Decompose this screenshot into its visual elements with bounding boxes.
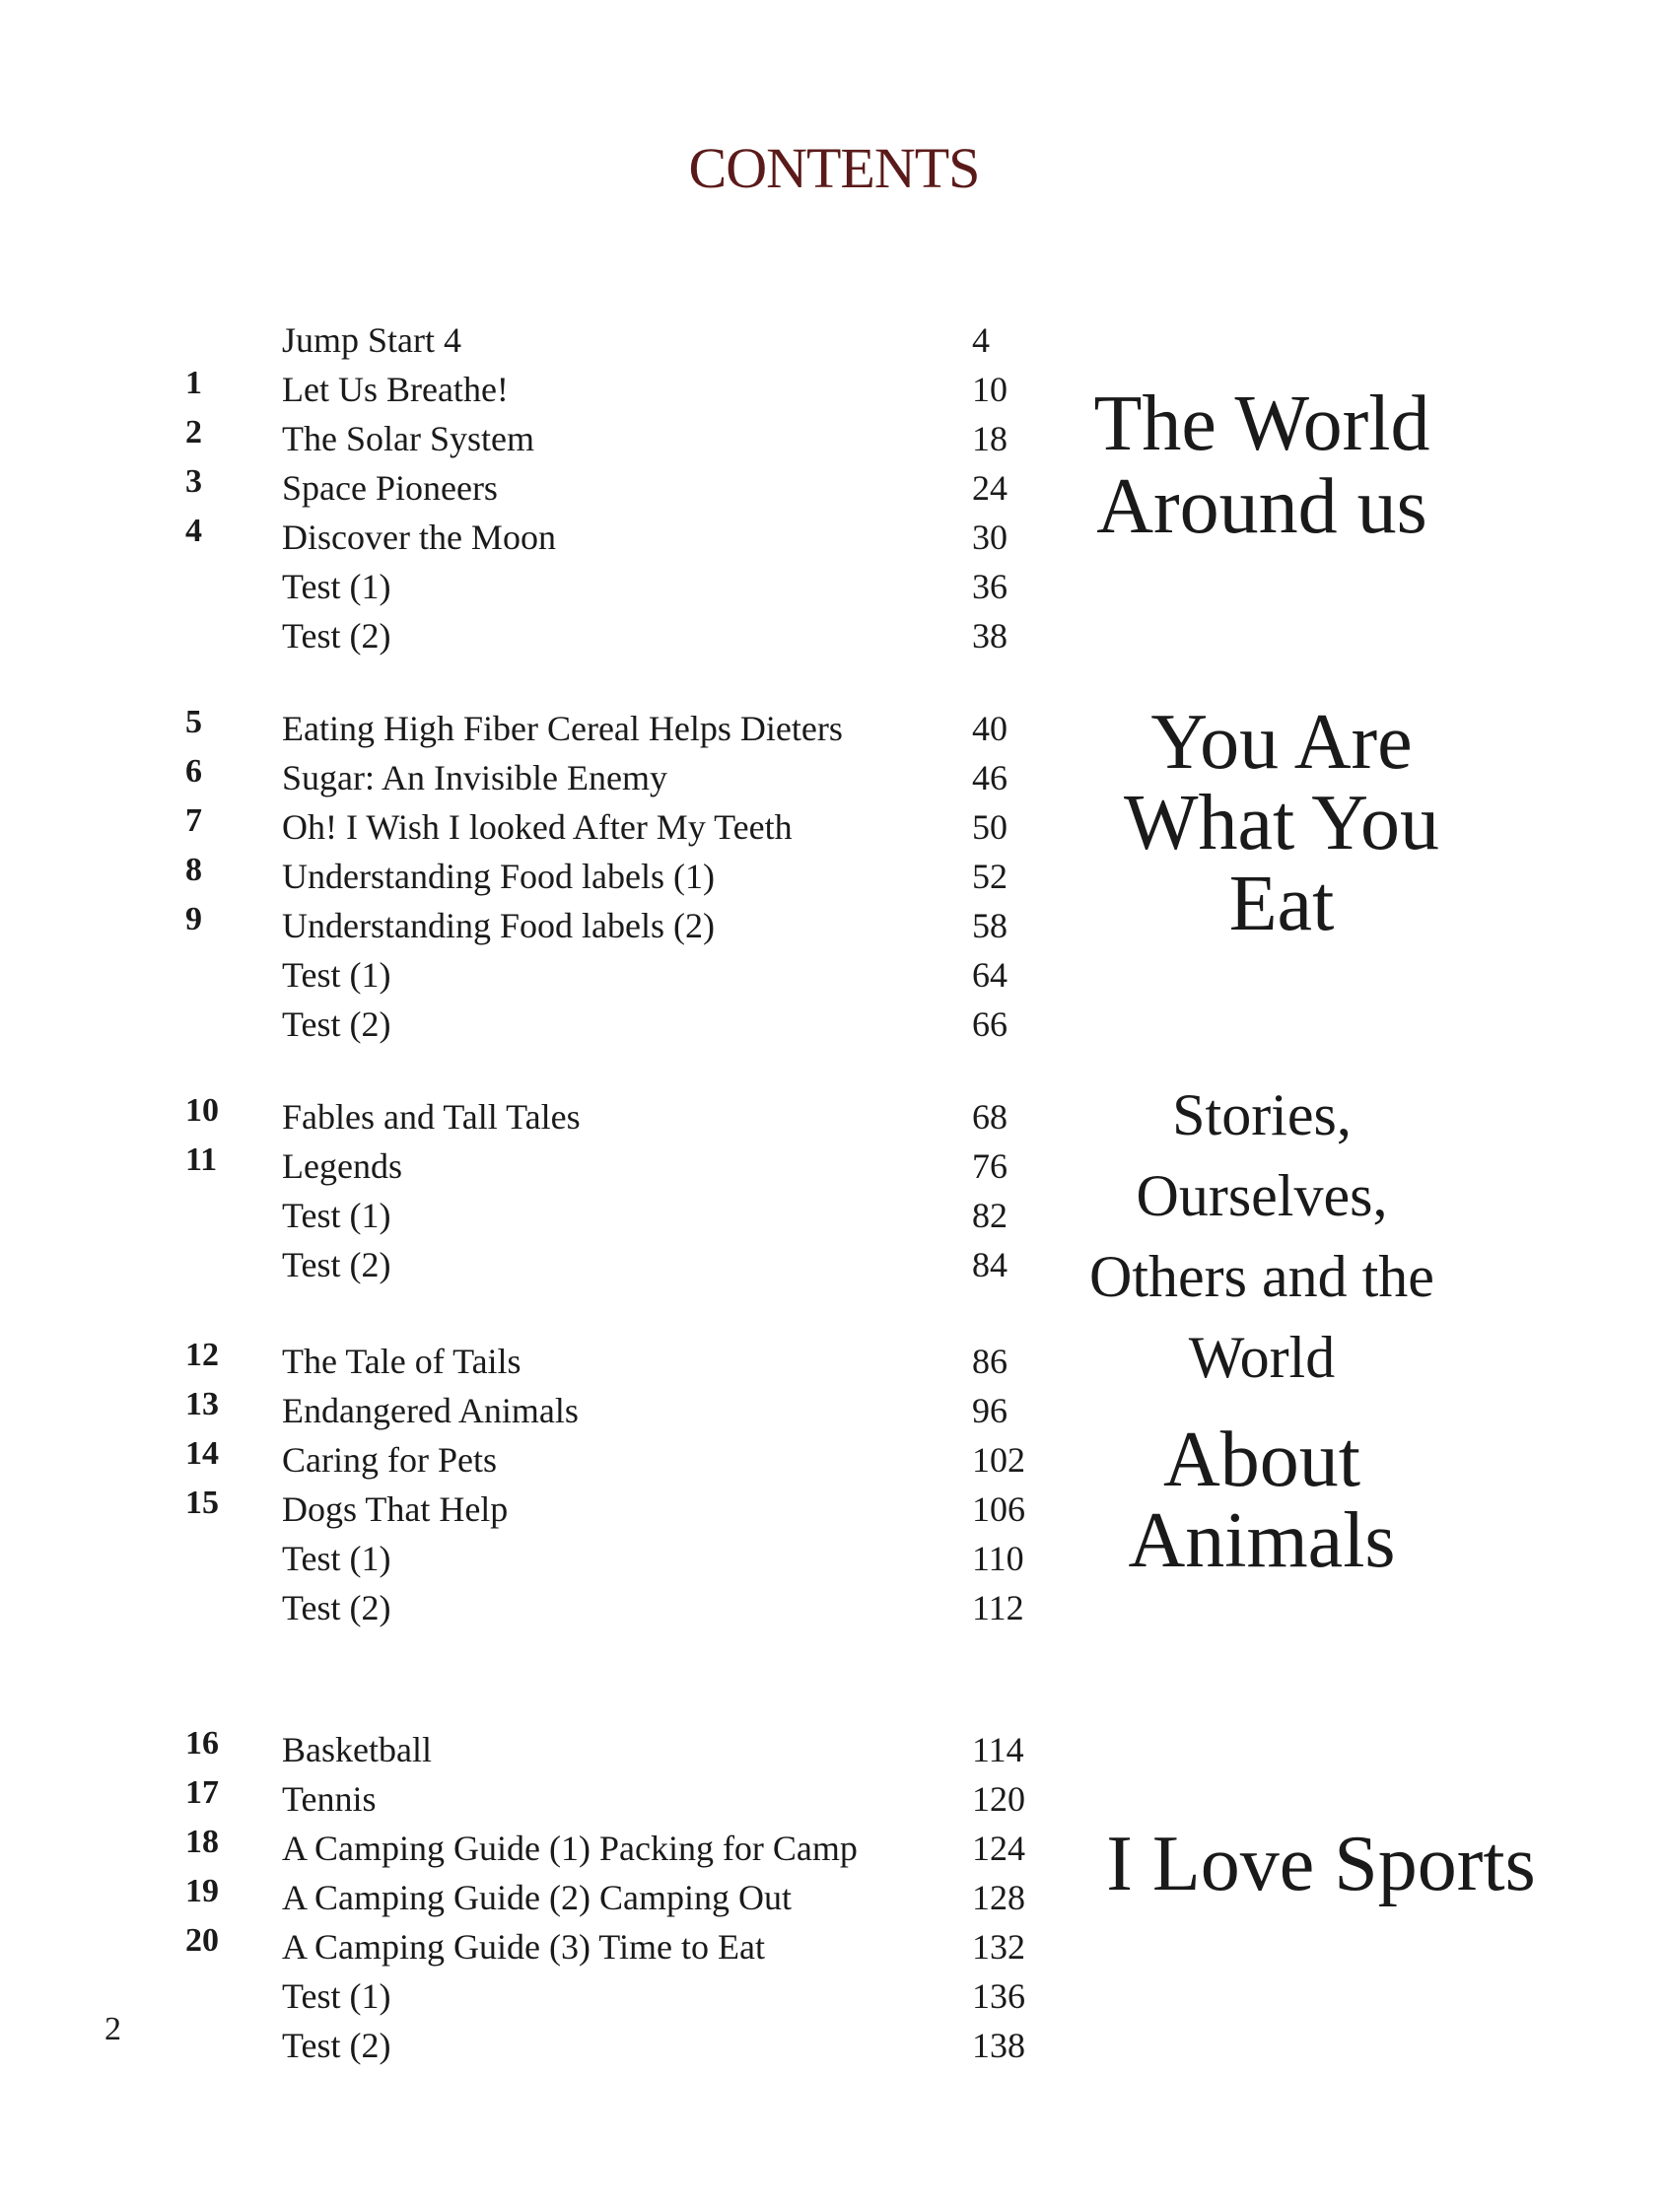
toc-lesson-number: 2 — [185, 414, 202, 450]
toc-page-number: 84 — [972, 1245, 1008, 1284]
toc-lesson-number: 10 — [185, 1092, 219, 1129]
toc-page-number: 30 — [972, 518, 1008, 557]
toc-lesson-number: 12 — [185, 1337, 219, 1373]
toc-lesson-title: Endangered Animals — [282, 1391, 579, 1430]
toc-row — [0, 1337, 1084, 1386]
toc-lesson-title: Test (2) — [282, 1004, 391, 1044]
toc-lesson-title: Sugar: An Invisible Enemy — [282, 758, 667, 797]
toc-page-number: 124 — [972, 1829, 1025, 1868]
toc-page-number: 102 — [972, 1440, 1025, 1480]
toc-lesson-title: Let Us Breathe! — [282, 370, 509, 409]
toc-page-number: 50 — [972, 807, 1008, 847]
toc-page-number: 106 — [972, 1489, 1025, 1529]
toc-lesson-title: Oh! I Wish I looked After My Teeth — [282, 807, 793, 847]
toc-row — [0, 1873, 1084, 1922]
toc-page-number: 138 — [972, 2026, 1025, 2065]
toc-page-number: 10 — [972, 370, 1008, 409]
toc-lesson-number: 19 — [185, 1873, 219, 1909]
toc-lesson-title: Fables and Tall Tales — [282, 1097, 581, 1137]
toc-row — [0, 901, 1084, 950]
toc-lesson-title: Test (2) — [282, 616, 391, 656]
page-number: 2 — [104, 2011, 121, 2047]
toc-row — [0, 852, 1084, 901]
toc-row — [0, 1824, 1084, 1873]
toc-lesson-number: 1 — [185, 365, 202, 401]
toc-row — [0, 1092, 1084, 1141]
toc-lesson-number: 11 — [185, 1141, 218, 1178]
toc-page-number: 136 — [972, 1976, 1025, 2016]
toc-row — [0, 365, 1084, 414]
toc-lesson-title: Basketball — [282, 1730, 432, 1769]
toc-row — [0, 1725, 1084, 1774]
toc-page-number: 68 — [972, 1097, 1008, 1137]
toc-row — [0, 562, 1084, 611]
toc-page-number: 96 — [972, 1391, 1008, 1430]
toc-lesson-number: 15 — [185, 1485, 219, 1521]
toc-lesson-title: Test (2) — [282, 1245, 391, 1284]
toc-page-number: 128 — [972, 1878, 1025, 1917]
toc-lesson-title: Test (1) — [282, 1196, 391, 1235]
toc-lesson-title: Tennis — [282, 1779, 377, 1819]
toc-lesson-number: 13 — [185, 1386, 219, 1422]
toc-row — [0, 1141, 1084, 1191]
toc-row — [0, 704, 1084, 753]
toc-lesson-title: Understanding Food labels (1) — [282, 857, 715, 896]
toc-row — [0, 414, 1084, 463]
toc-lesson-title: A Camping Guide (2) Camping Out — [282, 1878, 792, 1917]
toc-lesson-title: Test (1) — [282, 1539, 391, 1578]
toc-page-number: 132 — [972, 1927, 1025, 1967]
toc-row — [0, 1386, 1084, 1435]
toc-lesson-title: Legends — [282, 1146, 402, 1186]
toc-lesson-number: 4 — [185, 513, 202, 549]
toc-lesson-title: Discover the Moon — [282, 518, 556, 557]
toc-lesson-title: Dogs That Help — [282, 1489, 509, 1529]
toc-lesson-title: Test (1) — [282, 1976, 391, 2016]
toc-lesson-title: The Solar System — [282, 419, 534, 458]
toc-page-number: 4 — [972, 320, 990, 360]
toc-row — [0, 463, 1084, 513]
toc-row — [0, 1191, 1084, 1240]
toc-lesson-title: A Camping Guide (1) Packing for Camp — [282, 1829, 858, 1868]
toc-row — [0, 950, 1084, 1000]
toc-lesson-number: 5 — [185, 704, 202, 740]
toc-row — [0, 753, 1084, 802]
toc-page-number: 66 — [972, 1004, 1008, 1044]
toc-page-number: 38 — [972, 616, 1008, 656]
toc-lesson-title: Understanding Food labels (2) — [282, 906, 715, 945]
toc-lesson-title: Space Pioneers — [282, 468, 498, 508]
toc-lesson-title: Test (1) — [282, 955, 391, 995]
toc-lesson-number: 17 — [185, 1774, 219, 1811]
toc-page-number: 82 — [972, 1196, 1008, 1235]
toc-lesson-title: A Camping Guide (3) Time to Eat — [282, 1927, 765, 1967]
toc-lesson-number: 18 — [185, 1824, 219, 1860]
toc-row — [0, 611, 1084, 660]
toc-lesson-title: Test (2) — [282, 1588, 391, 1627]
toc-row — [0, 1774, 1084, 1824]
toc-row — [0, 1534, 1084, 1583]
toc-page-number: 110 — [972, 1539, 1024, 1578]
unit-title-about-animals: About Animals — [1128, 1417, 1396, 1584]
toc-lesson-title: The Tale of Tails — [282, 1342, 521, 1381]
toc-row — [0, 315, 1084, 365]
toc-lesson-number: 3 — [185, 463, 202, 500]
toc-row — [0, 1922, 1084, 1971]
toc-page-number: 114 — [972, 1730, 1024, 1769]
unit-title-i-love-sports: I Love Sports — [1106, 1821, 1536, 1907]
toc-page-number: 46 — [972, 758, 1008, 797]
toc-lesson-number: 6 — [185, 753, 202, 790]
toc-lesson-title: Test (2) — [282, 2026, 391, 2065]
toc-page-number: 86 — [972, 1342, 1008, 1381]
unit-title-stories-ourselves: Stories, Ourselves, Others and the World — [1089, 1082, 1434, 1390]
toc-lesson-number: 20 — [185, 1922, 219, 1959]
toc-page-number: 58 — [972, 906, 1008, 945]
unit-title-world-around-us: The World Around us — [1093, 380, 1430, 550]
toc-row — [0, 1485, 1084, 1534]
toc-row — [0, 2021, 1084, 2070]
toc-row — [0, 1583, 1084, 1632]
toc-lesson-number: 16 — [185, 1725, 219, 1762]
toc-row — [0, 802, 1084, 852]
toc-page-number: 52 — [972, 857, 1008, 896]
toc-page-number: 76 — [972, 1146, 1008, 1186]
toc-row — [0, 1240, 1084, 1289]
toc-lesson-number: 9 — [185, 901, 202, 937]
toc-lesson-number: 8 — [185, 852, 202, 888]
toc-lesson-number: 7 — [185, 802, 202, 839]
toc-page-number: 18 — [972, 419, 1008, 458]
toc-row — [0, 1971, 1084, 2021]
unit-title-you-are-what-you-eat: You Are What You Eat — [1123, 699, 1440, 947]
toc-row — [0, 1435, 1084, 1485]
toc-lesson-title: Caring for Pets — [282, 1440, 497, 1480]
toc-lesson-number: 14 — [185, 1435, 219, 1472]
toc-page-number: 36 — [972, 567, 1008, 606]
toc-row — [0, 513, 1084, 562]
toc-lesson-title: Test (1) — [282, 567, 391, 606]
page-title: CONTENTS — [688, 136, 980, 200]
toc-row — [0, 1000, 1084, 1049]
toc-page-number: 112 — [972, 1588, 1024, 1627]
toc-lesson-title: Jump Start 4 — [282, 320, 462, 360]
toc-page-number: 40 — [972, 709, 1008, 748]
toc-page-number: 120 — [972, 1779, 1025, 1819]
toc-page-number: 64 — [972, 955, 1008, 995]
toc-page-number: 24 — [972, 468, 1008, 508]
toc-lesson-title: Eating High Fiber Cereal Helps Dieters — [282, 709, 843, 748]
